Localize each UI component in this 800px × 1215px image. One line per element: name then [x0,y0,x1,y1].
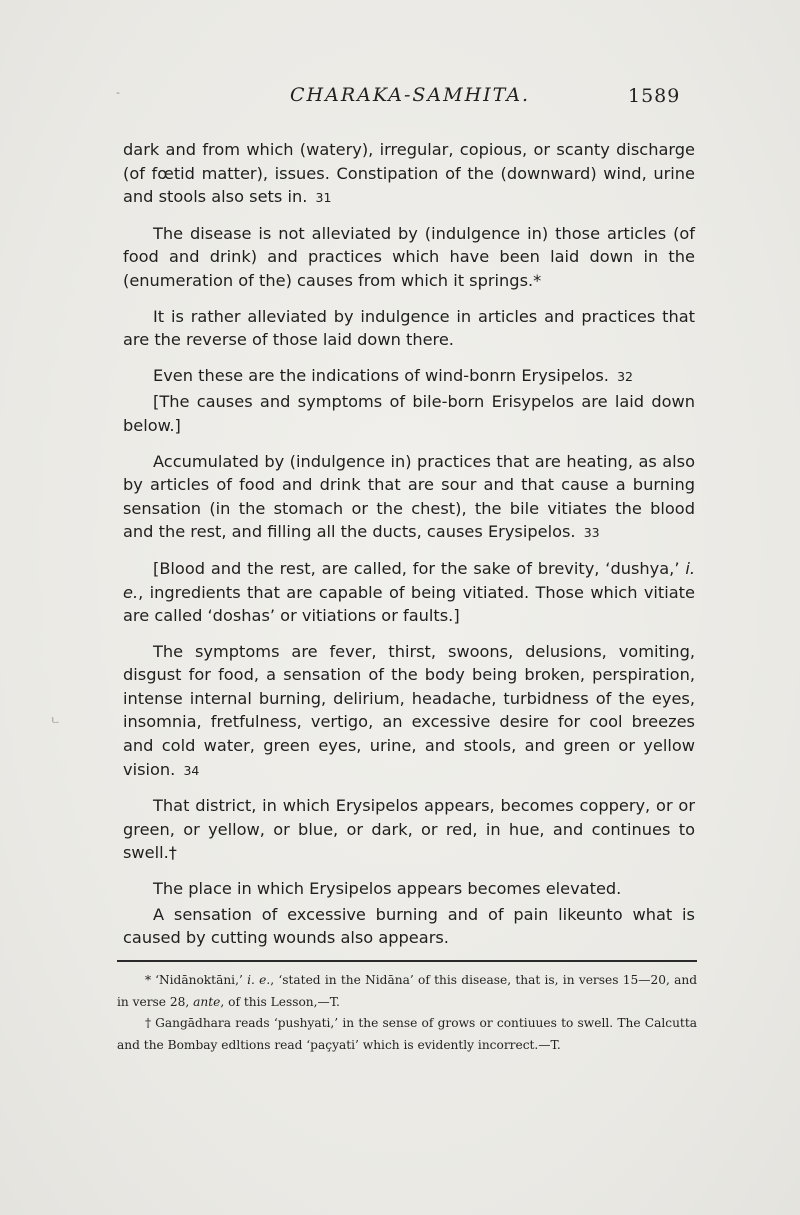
paragraph-text: Accumulated by (indulgence in) practices that are heating, as also by articles of food and drink that are sour and that cause a burning sensation (in the stomach or the chest), the bile vitiates the blood and the rest, and filling all the ducts, causes Erysipelos. [123,451,695,542]
footnote-divider [117,960,697,962]
body-text [123,138,695,962]
footnote-text: Gangādhara reads ‘pushyati,’ in the sense of grows or contiuues to swell. The Calcutta and the Bombay edltions read ‘paçyati’ which is evidently incorrect.—T. [117,1016,697,1052]
paragraph-text: The place in which Erysipelos appears becomes elevated. [153,879,622,899]
paragraph [123,390,695,437]
footnote-text: , of this Lesson,—T. [220,994,340,1009]
paragraph [123,794,695,865]
footnote-mark: * [145,973,152,987]
print-speck: ㄴ [50,714,61,727]
footnote [117,1013,697,1056]
footnote-mark: † [145,1016,152,1030]
footnote-text: ‘Nidānoktāni,’ [155,973,248,987]
paragraph-text: [Blood and the rest, are called, for the sake of brevity, ‘dushya,’ [153,558,686,578]
verse-number: 31 [315,190,332,206]
paragraph-text: , ingredients that are capable of being vitiated. Those which vitiate are called ‘doshas’ or vitiations or faults.] [123,582,695,626]
paragraph [123,903,695,950]
footnote-reference: * [533,270,542,290]
paragraph [123,450,695,545]
page-number: 1589 [628,85,681,107]
running-head [0,84,800,114]
footnote-reference: † [168,843,177,863]
paragraph [123,364,695,389]
verse-number: 32 [617,368,633,384]
footnote [117,970,697,1013]
paragraph-text: dark and from which (watery), irregular, copious, or scanty discharge (of fœtid matter), issues. Constipation of the (downward) wind, urine and stools also sets in. [123,140,695,207]
italic-abbreviation: i. e. [123,558,695,602]
verse-number: 33 [583,525,600,541]
paragraph [123,640,695,783]
footnotes [117,970,697,1056]
paragraph [123,222,695,293]
italic-abbreviation: i. e. [247,973,271,987]
paragraph-text: The disease is not alleviated by (indulgence in) those articles (of food and drink) and practices which have been laid down in the (enumeration of the) causes from which it springs. [123,223,695,290]
paragraph-text: A sensation of excessive burning and of pain likeunto what is caused by cutting wounds also appears. [123,904,695,948]
paragraph [123,877,695,901]
paragraph-text: That district, in which Erysipelos appears, becomes coppery, or or green, or yellow, or blue, or dark, or red, in hue, and continues to swell. [123,796,695,863]
running-title: CHARAKA-SAMHITA. [290,84,531,106]
paragraph-text: The symptoms are fever, thirst, swoons, delusions, vomiting, disgust for food, a sensation of the body being broken, perspiration, intense internal burning, delirium, headache, turbidness of the eyes, insomnia, fretfulness, vertigo, an excessive desire for cool breezes and cold water, green eyes, urine, and stools, and green or yellow vision. [123,641,695,779]
paragraph-text: Even these are the indications of wind-bonrn Erysipelos. [153,365,609,385]
paragraph [123,138,695,210]
verse-number: 34 [183,762,200,778]
footnote-text: , ‘stated in the Nidāna’ of this disease, that is, in verses 15—20, and in verse 28, [117,973,698,1009]
paragraph [123,557,695,628]
paragraph [123,305,695,352]
paragraph-text: [The causes and symptoms of bile-born Erisypelos are laid down below.] [123,392,695,435]
paragraph-text: It is rather alleviated by indulgence in articles and practices that are the reverse of those laid down there. [123,306,695,350]
print-speck: - [116,86,120,99]
italic-word: ante [193,994,221,1009]
